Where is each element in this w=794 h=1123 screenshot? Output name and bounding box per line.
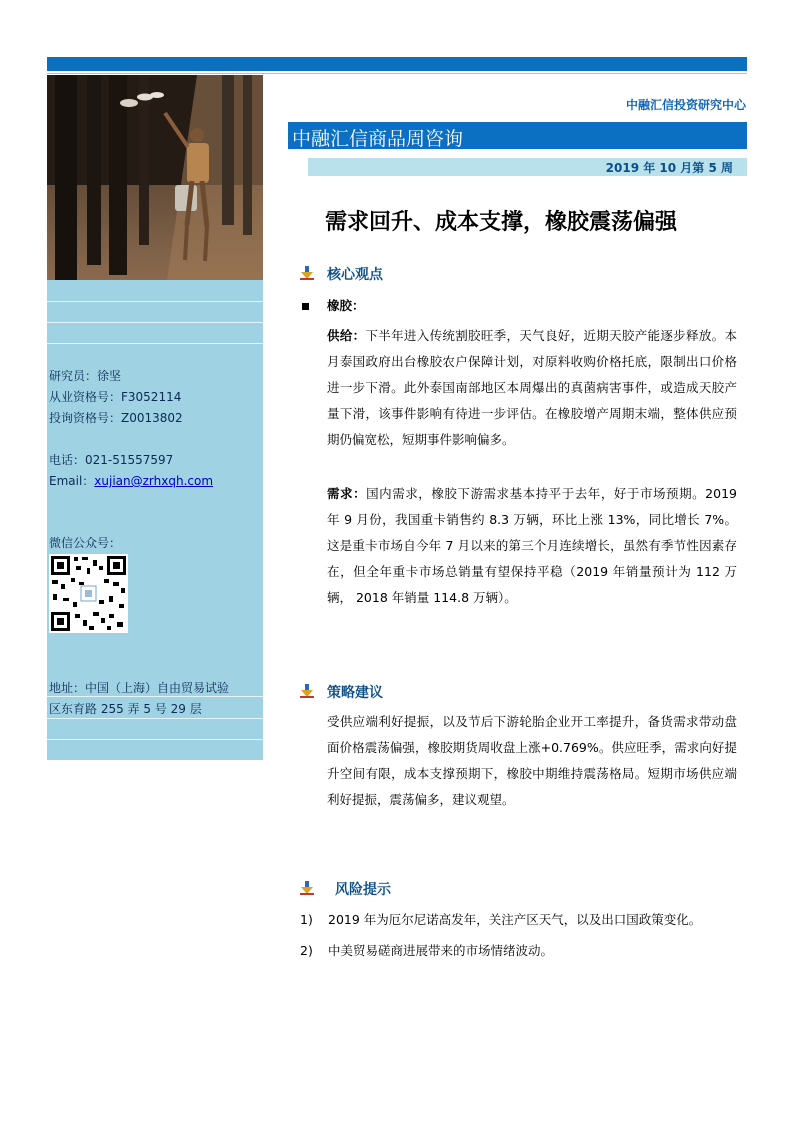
risk-title: 风险提示 <box>335 882 391 898</box>
risk-text: 2019 年为厄尔尼诺高发年，关注产区天气，以及出口国政策变化。 <box>328 912 702 927</box>
risk-item <box>300 910 701 930</box>
report-title: 中融汇信商品周咨询 <box>292 128 464 150</box>
researcher-name: 研究员：徐坚 <box>49 369 122 383</box>
strategy-title: 策略建议 <box>327 685 383 701</box>
strategy-paragraph: 受供应端利好提振，以及节后下游轮胎企业开工率提升，备货需求带动盘面价格震荡偏强，橡胶期货周收盘上涨+0.769%。供应旺季，需求向好提升空间有限，成本支撑预期下，橡胶中期维持震荡格局。短期市场供应端利好提振，震荡偏多，建议观望。 <box>327 714 737 807</box>
demand-text: 国内需求，橡胶下游需求基本持平于去年，好于市场预期。2019 年 9 月份，我国重卡销售约 8.3 万辆，环比上涨 13%，同比增长 7%。这是重卡市场自今年 7 月以来的第三个月连续增长，虽然有季节性因素存在，但全年重卡市场总销量有望保持平稳（2019 年销量预计为 112 万辆， 2018 年销量 114.8 万辆）。 <box>327 486 737 605</box>
sidebar-divider <box>47 301 263 302</box>
sidebar-divider <box>47 343 263 344</box>
risk-item <box>300 941 553 961</box>
risk-text: 中美贸易磋商进展带来的市场情绪波动。 <box>328 943 554 958</box>
section-arrow-icon <box>300 881 314 895</box>
email-row <box>49 471 213 492</box>
report-title-bar <box>288 122 747 149</box>
email-label: Email： <box>49 474 95 488</box>
rubber-item: 橡胶： <box>327 298 365 313</box>
address-line-2: 区东育路 255 弄 5 号 29 层 <box>49 702 202 716</box>
organization-name: 中融汇信投资研究中心 <box>625 98 746 112</box>
wechat-label: 微信公众号： <box>49 536 122 550</box>
risk-number: 2) <box>300 943 313 958</box>
square-bullet-icon <box>302 303 309 310</box>
sidebar-divider <box>47 739 263 740</box>
supply-paragraph <box>327 323 737 453</box>
address-line-1: 地址：中国（上海）自由贸易试验 <box>49 681 230 695</box>
rubber-tapping-photo <box>47 75 263 280</box>
demand-paragraph <box>327 481 737 611</box>
phone: 电话：021-51557597 <box>49 453 174 467</box>
report-date: 2019 年 10 月第 5 周 <box>605 161 733 175</box>
section-arrow-icon <box>300 266 314 280</box>
supply-label: 供给： <box>327 328 366 343</box>
email-link[interactable]: xujian@zrhxqh.com <box>94 474 214 488</box>
wechat-qr-code[interactable] <box>49 554 128 633</box>
practice-license: 从业资格号：F3052114 <box>49 390 182 404</box>
top-banner-bar <box>47 57 747 71</box>
section-arrow-icon <box>300 684 314 698</box>
headline: 需求回升、成本支撑，橡胶震荡偏强 <box>325 210 678 235</box>
risk-number: 1) <box>300 912 313 927</box>
supply-text: 下半年进入传统割胶旺季，天气良好，近期天胶产能逐步释放。本月泰国政府出台橡胶农户保障计划，对原料收购价格托底，限制出口价格进一步下滑。此外泰国南部地区本周爆出的真菌病害事件，或造成天胶产量下滑，该事件影响有待进一步评估。在橡胶增产周期末端，整体供应预期仍偏宽松，短期事件影响偏多。 <box>327 328 737 447</box>
top-divider <box>47 73 747 74</box>
core-view-title: 核心观点 <box>327 267 383 283</box>
date-bar <box>308 158 747 176</box>
advisory-license: 投询资格号：Z0013802 <box>49 411 183 425</box>
demand-label: 需求： <box>327 486 367 501</box>
sidebar-divider <box>47 322 263 323</box>
